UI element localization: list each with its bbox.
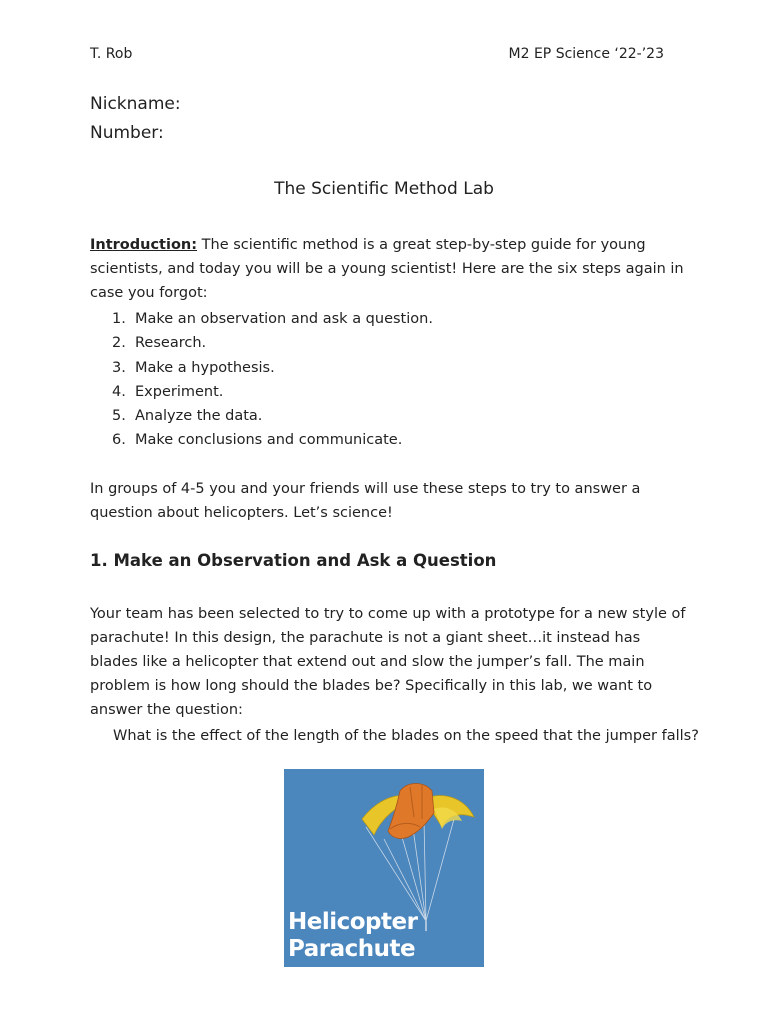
step-number: 3.: [112, 359, 126, 376]
introduction-paragraph: [90, 233, 690, 305]
list-item: [90, 307, 433, 331]
list-item: [90, 428, 433, 452]
nickname-label: Nickname:: [90, 94, 181, 114]
research-question: What is the effect of the length of the blades on the speed that the jumper falls?: [113, 728, 699, 744]
number-label: Number:: [90, 123, 164, 143]
groups-paragraph: In groups of 4-5 you and your friends will use these steps to try to answer a question about helicopters. Let’s science!: [90, 481, 641, 521]
helicopter-parachute-image: [284, 769, 484, 967]
header-author: T. Rob: [90, 46, 133, 62]
header-course: M2 EP Science ‘22-’23: [508, 46, 664, 62]
step-number: 1.: [112, 311, 126, 327]
section-1-body: Your team has been selected to try to come up with a prototype for a new style of parachute! In this design, the parachute is not a giant sheet…it instead has blades like a helicopter that extend out and slow the jumper’s fall. The main problem is how long should the blades be? Specifically in this lab, we want to answer the question:: [90, 606, 686, 718]
list-item: [90, 380, 433, 404]
step-number: 5.: [112, 408, 126, 425]
page-title: The Scientific Method Lab: [274, 179, 494, 199]
section-1-heading: 1. Make an Observation and Ask a Question: [90, 551, 497, 570]
step-text: Make conclusions and communicate.: [135, 432, 403, 449]
figure-caption-line-2: Parachute: [288, 936, 416, 962]
step-number: 2.: [112, 335, 126, 352]
step-text: Make an observation and ask a question.: [135, 311, 433, 327]
figure-caption-line-1: Helicopter: [288, 909, 418, 935]
list-item: [90, 404, 433, 428]
figure-caption: [288, 909, 417, 963]
list-item: [90, 331, 433, 355]
step-text: Research.: [135, 335, 207, 352]
step-number: 6.: [112, 432, 126, 449]
introduction-label: Introduction:: [90, 237, 198, 253]
introduction-text: The scientific method is a great step-by-step guide for young scientists, and today you will be a young scientist! Here are the six steps again in case you forgot:: [90, 237, 684, 301]
step-text: Experiment.: [135, 383, 224, 400]
steps-list: [90, 307, 433, 453]
step-text: Analyze the data.: [135, 408, 263, 425]
list-item: [90, 356, 433, 380]
step-text: Make a hypothesis.: [135, 359, 275, 376]
step-number: 4.: [112, 383, 126, 400]
